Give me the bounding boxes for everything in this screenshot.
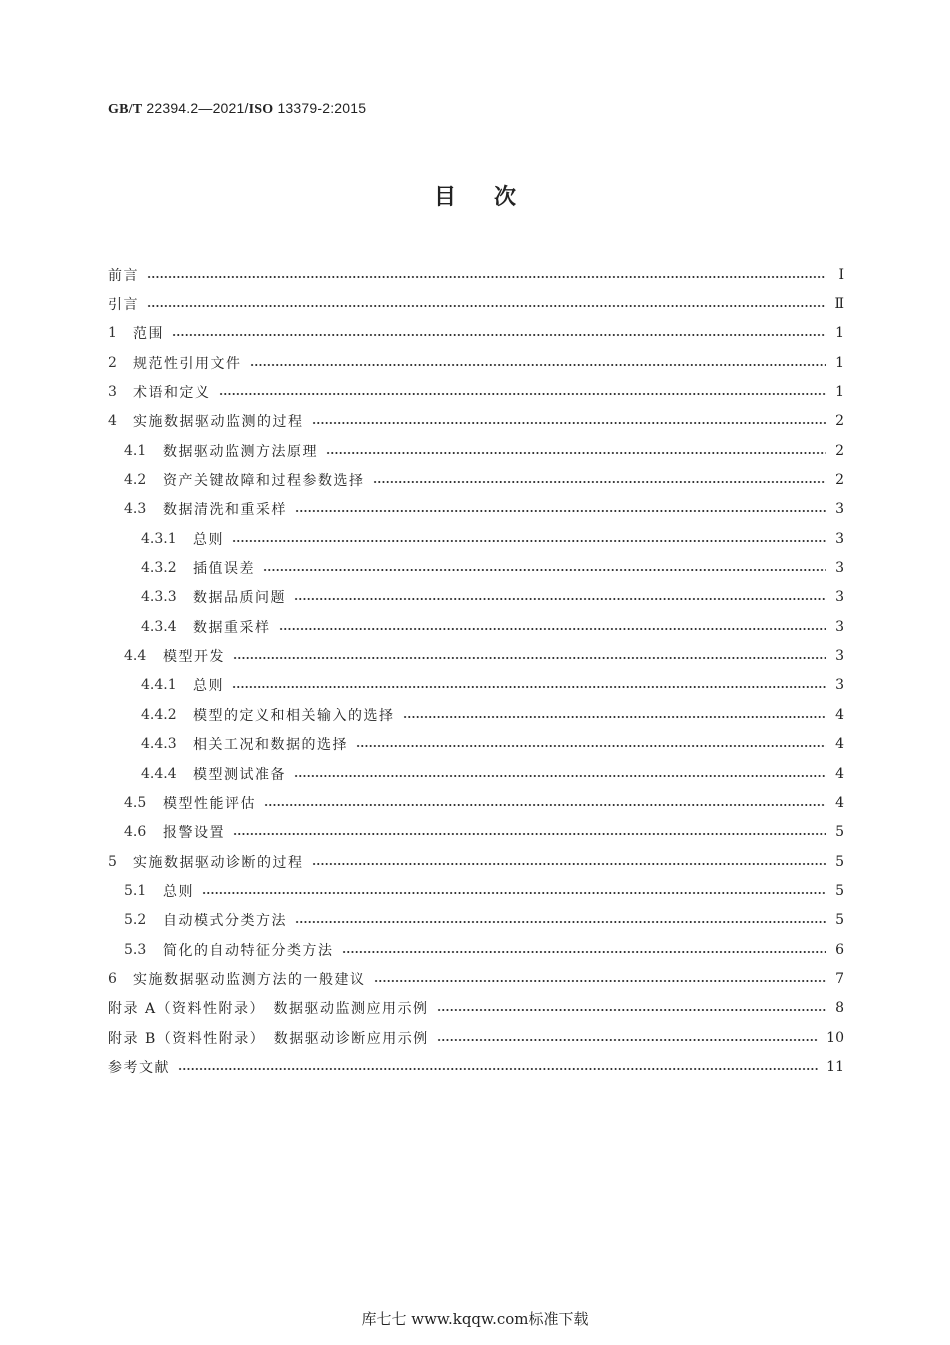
standard-prefix: GB/T xyxy=(108,102,143,117)
toc-title: 范围 xyxy=(133,326,164,343)
toc-title: 前言 xyxy=(108,267,139,284)
toc-number: 4.4.3 xyxy=(141,736,177,753)
toc-title: 资产关键故障和过程参数选择 xyxy=(163,473,365,490)
toc-number: 3 xyxy=(108,384,117,401)
toc-title: 数据品质问题 xyxy=(193,590,286,607)
dot-leader xyxy=(178,1067,818,1071)
toc-page-number: 3 xyxy=(835,648,844,665)
dot-leader xyxy=(356,744,826,748)
toc-entry[interactable] xyxy=(108,1023,844,1052)
toc-title: 插值误差 xyxy=(193,561,255,578)
toc-entry[interactable] xyxy=(108,407,844,436)
toc-number: 4.4.1 xyxy=(141,677,177,694)
toc-number: 4.1 xyxy=(124,442,147,459)
toc-page-number: 1 xyxy=(835,325,844,342)
toc-entry[interactable] xyxy=(108,935,844,964)
toc-page-number: 1 xyxy=(835,384,844,401)
toc-title: 总则 xyxy=(163,883,194,900)
toc-page-number: 7 xyxy=(835,970,844,987)
toc-entry[interactable] xyxy=(108,377,844,406)
toc-page-number: 3 xyxy=(835,530,844,547)
toc-entry[interactable] xyxy=(108,319,844,348)
dot-leader xyxy=(279,627,827,631)
dot-leader xyxy=(295,920,826,924)
toc-page-number: 2 xyxy=(835,442,844,459)
table-of-contents xyxy=(108,260,844,1082)
dot-leader xyxy=(312,862,827,866)
toc-entry[interactable] xyxy=(108,583,844,612)
dot-leader xyxy=(374,979,827,983)
toc-entry[interactable] xyxy=(108,788,844,817)
toc-title: 参考文献 xyxy=(108,1059,170,1076)
toc-page-number: 3 xyxy=(835,589,844,606)
toc-entry[interactable] xyxy=(108,524,844,553)
toc-page-number: 5 xyxy=(835,853,844,870)
toc-title: 总则 xyxy=(193,531,224,548)
dot-leader xyxy=(294,597,826,601)
document-header xyxy=(108,100,366,118)
toc-number: 4.3.2 xyxy=(141,560,177,577)
toc-number: 4.3.3 xyxy=(141,589,177,606)
toc-page-number: 11 xyxy=(826,1058,844,1075)
toc-number: 4.3.4 xyxy=(141,618,177,635)
toc-page-number: 4 xyxy=(835,706,844,723)
dot-leader xyxy=(437,1038,818,1042)
toc-number: 1 xyxy=(108,325,117,342)
toc-entry[interactable] xyxy=(108,759,844,788)
dot-leader xyxy=(233,832,826,836)
toc-page-number: 2 xyxy=(835,413,844,430)
toc-number: 4 xyxy=(108,413,117,430)
toc-page-number: 5 xyxy=(835,912,844,929)
toc-title: 引言 xyxy=(108,297,139,314)
toc-entry[interactable] xyxy=(108,260,844,289)
toc-entry[interactable] xyxy=(108,612,844,641)
toc-page-number: 2 xyxy=(835,472,844,489)
dot-leader xyxy=(342,950,827,954)
toc-number: 2 xyxy=(108,354,117,371)
toc-title: 模型的定义和相关输入的选择 xyxy=(193,707,395,724)
dot-leader xyxy=(437,1008,826,1012)
toc-entry[interactable] xyxy=(108,1052,844,1081)
toc-entry[interactable] xyxy=(108,671,844,700)
toc-title: 简化的自动特征分类方法 xyxy=(163,942,334,959)
toc-number: 4.5 xyxy=(124,794,147,811)
dot-leader xyxy=(326,451,826,455)
toc-entry[interactable] xyxy=(108,700,844,729)
page-title: 目次 xyxy=(433,185,554,210)
toc-entry[interactable] xyxy=(108,818,844,847)
toc-title: 附录 B（资料性附录） 数据驱动诊断应用示例 xyxy=(108,1030,429,1047)
toc-page-number: 4 xyxy=(835,736,844,753)
toc-title: 附录 A（资料性附录） 数据驱动监测应用示例 xyxy=(108,1001,429,1018)
toc-title: 报警设置 xyxy=(163,825,225,842)
dot-leader xyxy=(233,656,826,660)
dot-leader xyxy=(264,803,826,807)
toc-number: 4.3.1 xyxy=(141,530,177,547)
toc-title: 相关工况和数据的选择 xyxy=(193,737,348,754)
standard-number: 22394.2—2021/ xyxy=(146,100,249,116)
toc-number: 5.1 xyxy=(124,882,147,899)
toc-page-number: 5 xyxy=(835,824,844,841)
toc-title: 数据清洗和重采样 xyxy=(163,502,287,519)
toc-title: 自动模式分类方法 xyxy=(163,913,287,930)
toc-page-number: 4 xyxy=(835,794,844,811)
toc-entry[interactable] xyxy=(108,641,844,670)
dot-leader xyxy=(202,891,826,895)
toc-entry[interactable] xyxy=(108,495,844,524)
toc-entry[interactable] xyxy=(108,553,844,582)
toc-number: 4.3 xyxy=(124,501,147,518)
toc-entry[interactable] xyxy=(108,876,844,905)
toc-entry[interactable] xyxy=(108,465,844,494)
toc-title: 模型性能评估 xyxy=(163,795,256,812)
toc-page-number: 6 xyxy=(835,941,844,958)
dot-leader xyxy=(263,568,826,572)
dot-leader xyxy=(403,715,827,719)
toc-entry[interactable] xyxy=(108,348,844,377)
toc-page-number: 5 xyxy=(835,882,844,899)
toc-title: 数据重采样 xyxy=(193,619,271,636)
toc-number: 5 xyxy=(108,853,117,870)
toc-page-number: 3 xyxy=(835,677,844,694)
toc-title: 术语和定义 xyxy=(133,385,211,402)
toc-title: 实施数据驱动监测方法的一般建议 xyxy=(133,971,366,988)
toc-entry[interactable] xyxy=(108,436,844,465)
toc-title: 总则 xyxy=(193,678,224,695)
toc-number: 4.4 xyxy=(124,648,147,665)
toc-entry[interactable] xyxy=(108,906,844,935)
toc-title: 模型测试准备 xyxy=(193,766,286,783)
toc-entry[interactable] xyxy=(108,289,844,318)
toc-title: 数据驱动监测方法原理 xyxy=(163,443,318,460)
toc-entry[interactable] xyxy=(108,994,844,1023)
toc-page-number: 3 xyxy=(835,501,844,518)
dot-leader xyxy=(219,392,827,396)
toc-page-number: 3 xyxy=(835,618,844,635)
toc-entry[interactable] xyxy=(108,730,844,759)
toc-number: 5.2 xyxy=(124,912,147,929)
toc-page-number: 4 xyxy=(835,765,844,782)
toc-entry[interactable] xyxy=(108,847,844,876)
toc-number: 6 xyxy=(108,970,117,987)
footer-watermark: 库七七 www.kqqw.com标准下载 xyxy=(361,1310,589,1328)
toc-number: 4.4.2 xyxy=(141,706,177,723)
toc-entry[interactable] xyxy=(108,964,844,993)
toc-number: 4.4.4 xyxy=(141,765,177,782)
toc-title: 实施数据驱动监测的过程 xyxy=(133,414,304,431)
toc-page-number: 1 xyxy=(835,354,844,371)
toc-page-number: 10 xyxy=(826,1029,844,1046)
toc-page-number: 8 xyxy=(835,1000,844,1017)
toc-number: 4.6 xyxy=(124,824,147,841)
dot-leader xyxy=(250,363,827,367)
dot-leader xyxy=(373,480,827,484)
toc-number: 5.3 xyxy=(124,941,147,958)
toc-title: 实施数据驱动诊断的过程 xyxy=(133,854,304,871)
dot-leader xyxy=(232,539,826,543)
dot-leader xyxy=(232,685,826,689)
toc-page-number: Ⅱ xyxy=(834,296,844,313)
dot-leader xyxy=(172,333,826,337)
dot-leader xyxy=(147,304,826,308)
toc-title: 模型开发 xyxy=(163,649,225,666)
toc-number: 4.2 xyxy=(124,472,147,489)
toc-page-number: Ⅰ xyxy=(838,266,844,283)
dot-leader xyxy=(312,421,827,425)
toc-page-number: 3 xyxy=(835,560,844,577)
iso-number: 13379-2:2015 xyxy=(277,100,367,116)
dot-leader xyxy=(295,509,826,513)
toc-title: 规范性引用文件 xyxy=(133,355,242,372)
dot-leader xyxy=(294,774,826,778)
iso-prefix: ISO xyxy=(248,102,274,117)
dot-leader xyxy=(147,275,826,279)
